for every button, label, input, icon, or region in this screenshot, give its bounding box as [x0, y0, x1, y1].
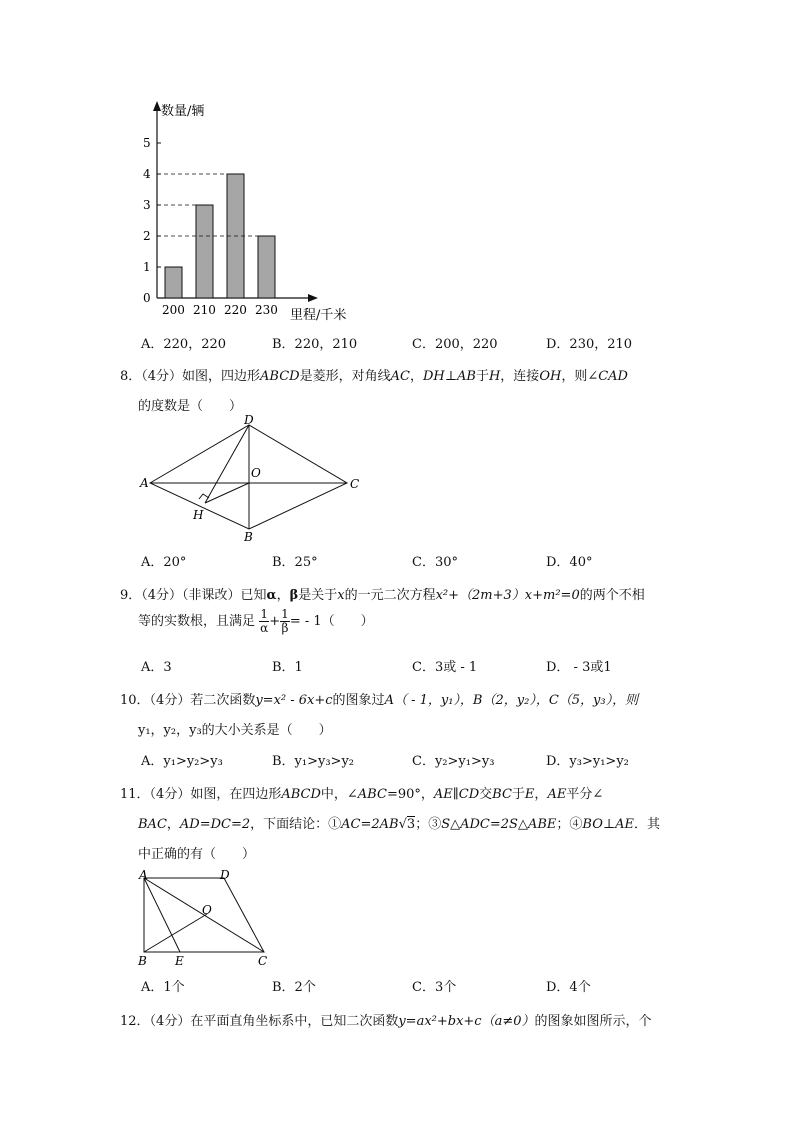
quad-label-c: C: [258, 954, 268, 968]
q11-question-line1: 11．（4分）如图，在四边形ABCD中，∠ABC=90°，AE∥CD交BC于E，AE平分∠: [120, 787, 604, 802]
bar-200: [165, 267, 182, 298]
rhombus-figure: [135, 415, 365, 550]
q11-option-d: D．4个: [546, 980, 591, 995]
quad-label-b: B: [138, 954, 147, 968]
q7-option-d: D．230，210: [546, 337, 633, 352]
x-axis-arrow: [308, 294, 318, 302]
q8-option-c: C．30°: [412, 555, 458, 570]
q8-option-b: B．25°: [272, 555, 318, 570]
q8-question-line1: 8．（4分）如图，四边形ABCD是菱形，对角线AC，DH⊥AB于H，连接OH，则∠CAD: [120, 369, 628, 384]
q8-question-line2: 的度数是（ ）: [138, 399, 243, 414]
q10-option-c: C．y₂>y₁>y₃: [412, 754, 495, 769]
y-axis-arrow: [153, 101, 161, 111]
rhombus-label-h: H: [193, 508, 204, 522]
q9-question-line2: 等的实数根，且满足 $\frac{1}{\alpha}$ + $\frac{1}{\beta}$ = - 1（ ）: [138, 607, 374, 635]
bar-210: [196, 205, 213, 298]
rhombus-label-c: C: [350, 477, 360, 491]
q11-option-b: B．2个: [272, 980, 316, 995]
fraction-1-over-alpha: $\frac{1}{\alpha}$: [260, 607, 269, 635]
quad-label-d: D: [220, 868, 230, 882]
x-tick-label: 220: [224, 303, 247, 317]
q9-option-b: B．1: [272, 660, 303, 675]
q10-option-a: A．y₁>y₂>y₃: [141, 754, 223, 769]
q8-option-d: D．40°: [546, 555, 593, 570]
x-axis-label: 里程/千米: [290, 308, 347, 323]
q11-question-line3: 中正确的有（ ）: [138, 847, 256, 862]
y-tick-label: 4: [143, 167, 151, 181]
quad-label-e: E: [175, 954, 184, 968]
q9-option-a: A．3: [141, 660, 172, 675]
quad-label-o: O: [202, 903, 212, 917]
rhombus-label-d: D: [244, 415, 254, 427]
q7-option-b: B．220，210: [272, 337, 358, 352]
y-tick-label: 0: [143, 291, 151, 305]
q9-option-c: C．3或 - 1: [412, 660, 478, 675]
fraction-1-over-beta: $\frac{1}{\beta}$: [281, 607, 289, 635]
q11-question-line2: BAC，AD=DC=2，下面结论：①AC=2AB√3；③S△ADC=2S△ABE；④BO⊥AE．其: [138, 817, 660, 832]
q10-option-b: B．y₁>y₃>y₂: [272, 754, 355, 769]
q10-question-line2: y₁，y₂，y₃的大小关系是（ ）: [138, 723, 332, 738]
y-tick-label: 2: [143, 229, 151, 243]
sqrt-symbol: √3: [398, 817, 416, 832]
y-tick-label: 5: [143, 136, 151, 150]
q12-question-line1: 12．（4分）在平面直角坐标系中，已知二次函数y=ax²+bx+c（a≠0）的图象如图所示，个: [120, 1014, 652, 1029]
y-axis-label: 数量/辆: [161, 104, 205, 119]
q8-option-a: A．20°: [141, 555, 187, 570]
q9-option-d: D． - 3或1: [546, 660, 612, 675]
q11-option-c: C．3个: [412, 980, 457, 995]
rhombus-label-b: B: [244, 530, 253, 544]
x-tick-label: 200: [162, 303, 185, 317]
q10-option-d: D．y₃>y₁>y₂: [546, 754, 629, 769]
q7-option-c: C．200，220: [412, 337, 498, 352]
mileage-bar-chart: [120, 95, 370, 335]
rhombus-label-a: A: [140, 476, 149, 490]
quad-label-a: A: [139, 868, 148, 882]
y-tick-label: 3: [143, 198, 151, 212]
quadrilateral-figure: [132, 866, 282, 970]
y-tick-label: 1: [143, 260, 151, 274]
x-tick-label: 210: [193, 303, 216, 317]
bar-230: [258, 236, 275, 298]
x-tick-label: 230: [255, 303, 278, 317]
q7-option-a: A．220，220: [141, 337, 227, 352]
rhombus-label-o: O: [251, 466, 261, 480]
q9-question-line1: 9．（4分）（非课改）已知α，β是关于x的一元二次方程x²+（2m+3）x+m²=0的两个不相: [120, 588, 645, 603]
q10-question-line1: 10．（4分）若二次函数y=x² - 6x+c的图象过A（ - 1，y₁），B（2，y₂），C（5，y₃），则: [120, 693, 639, 708]
q11-option-a: A．1个: [141, 980, 185, 995]
